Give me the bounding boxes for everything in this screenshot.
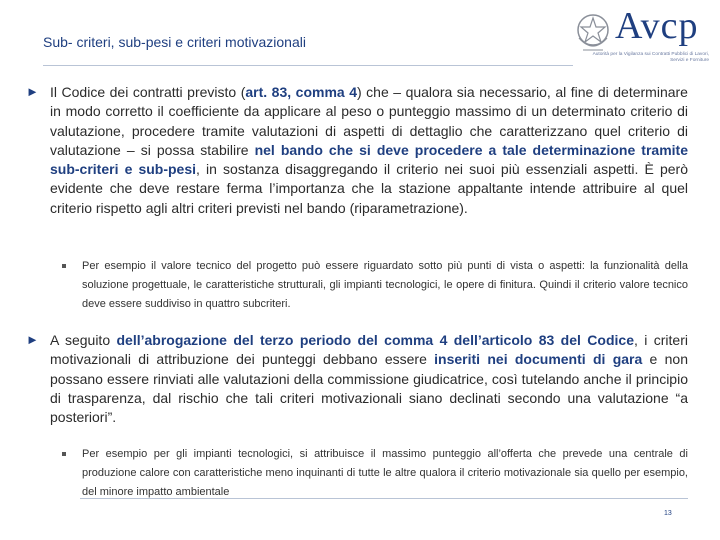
slide-title: Sub- criteri, sub-pesi e criteri motivazionali	[43, 34, 306, 50]
sub-bullet-marker-1	[62, 264, 66, 268]
highlight-bando: nel bando che si deve procedere a tale determinazione tramite sub-criteri e sub-pesi	[50, 141, 688, 178]
paragraph-text: A seguito	[50, 332, 117, 348]
highlight-abrogazione: dell’abrogazione del terzo periodo del comma 4 dell’articolo 83 del Codice	[116, 332, 634, 348]
example-valore-tecnico: Per esempio il valore tecnico del progetto può essere riguardato sotto più punti di vista o aspetti: la funzionalità della soluzione progettuale, le caratteristiche strutturali, gli impianti tecnologici, le opere di finitura. Quindi il criterio valore tecnico deve essere suddiviso in quattro subcriteri.	[82, 260, 688, 310]
paragraph-text: e non possano essere rinviati alle valutazioni della commissione giudicatrice, così tutelando anche il principio di trasparenza, dal rischio che tali criteri motivazionali siano declinati secondo una valutazione “a posteriori”.	[50, 351, 688, 426]
highlight-art83: art. 83, comma 4	[245, 84, 357, 100]
bullet-marker-1: ►	[26, 84, 39, 99]
footer-divider	[80, 498, 688, 499]
header-divider	[43, 65, 573, 66]
paragraph-text: ) che – qualora sia necessario, al fine di determinare in modo corretto il coefficiente da applicare al peso o punteggio massimo di un determinato criterio di valutazione, procedere tramite valutazioni di aspetti di dettaglio che caratterizzano quel criterio di valutazione – si possa stabilire	[50, 84, 688, 158]
bullet-marker-2: ►	[26, 332, 39, 347]
italian-emblem-icon	[575, 8, 611, 58]
paragraph-text: Il Codice dei contratti previsto (	[50, 84, 246, 100]
logo-wordmark: Avcp	[615, 5, 699, 47]
avcp-logo	[575, 6, 711, 68]
example-impianti: Per esempio per gli impianti tecnologici, si attribuisce il massimo punteggio all’offerta che prevede una centrale di produzione calore con caratteristiche meno inquinanti di tutte le altre qualora il criterio motivazionale sia quello per esempio, del minore impatto ambientale	[82, 448, 688, 498]
paragraph-abrogazione	[50, 331, 688, 427]
logo-subtitle: Autorità per la Vigilanza sui Contratti Pubblici di Lavori, Servizi e Forniture	[592, 52, 709, 63]
page-number: 13	[664, 510, 672, 517]
paragraph-text: , in sostanza disaggregando il criterio nei suoi più essenziali aspetti. È però evidente che deve restare ferma l’importanza che la stazione appaltante intende attribuire al quel criterio rispetto agli altri criteri previsti nel bando (riparametrazione).	[50, 161, 688, 216]
paragraph-text: , i criteri motivazionali di attribuzione dei punteggi debbano essere	[50, 332, 688, 368]
paragraph-codice	[50, 83, 688, 218]
highlight-documenti: inseriti nei documenti di gara	[434, 351, 643, 368]
sub-bullet-marker-2	[62, 452, 66, 456]
